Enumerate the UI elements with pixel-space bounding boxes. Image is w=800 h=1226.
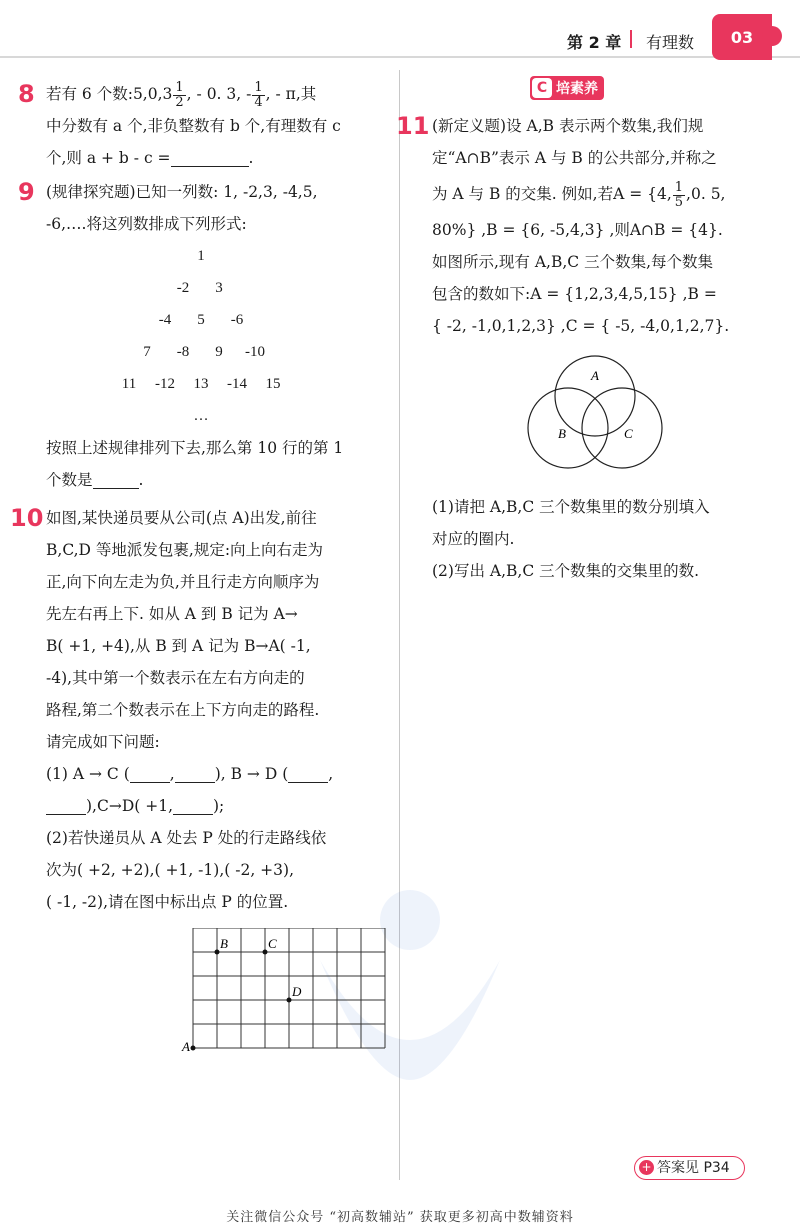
q11-part-1: 对应的圈内. [432, 530, 515, 548]
left-column [10, 78, 386, 1058]
answer-blank[interactable] [130, 764, 170, 783]
q11-line: 80%} ,B = {6, -5,4,3} ,则A∩B = {4}. [432, 221, 723, 239]
answer-reference[interactable] [634, 1156, 745, 1180]
q8-text: , - 0. 3, - [186, 85, 252, 103]
answer-blank[interactable] [175, 764, 215, 783]
q11-line: (新定义题)设 A,B 表示两个数集,我们规 [432, 117, 704, 135]
fraction-denominator: 2 [175, 94, 184, 110]
footer-note: 关注微信公众号 “初高数辅站” 获取更多初高中数辅资料 [226, 1210, 574, 1225]
q10-line: -4),其中第一个数表示在左右方向走的 [46, 669, 305, 687]
label-c: C [268, 936, 277, 951]
triangle-number: -6 [230, 312, 244, 328]
question-11 [396, 110, 764, 342]
q10-part-2: 次为( +2, +2),( +1, -1),( -2, +3), [46, 861, 295, 879]
q8-text: , - π,其 [265, 85, 317, 103]
triangle-number: -8 [176, 344, 190, 360]
answer-blank[interactable] [173, 796, 213, 815]
point-a [191, 1046, 196, 1051]
q10-text: ); [213, 797, 225, 815]
q10-line: 先左右再上下. 如从 A 到 B 记为 A→ [46, 605, 298, 623]
number-triangle [16, 240, 386, 432]
q8-text: 若有 6 个数:5,0,3 [46, 85, 173, 103]
triangle-number: -12 [155, 376, 175, 392]
page-number: 03 [712, 14, 772, 60]
question-8 [18, 78, 386, 174]
triangle-row [16, 368, 386, 400]
venn-svg [520, 350, 670, 474]
q11-line: 如图所示,现有 A,B,C 三个数集,每个数集 [432, 253, 714, 271]
q9-text: 个数是 [46, 471, 93, 489]
point-c [263, 950, 268, 955]
section-badge [530, 76, 604, 100]
q11-parts [396, 491, 764, 587]
triangle-row [16, 240, 386, 272]
triangle-number: 13 [193, 376, 209, 392]
topic-label: 有理数 [646, 33, 695, 52]
venn-label-c: C [624, 426, 633, 441]
q10-text: , [169, 765, 175, 783]
label-a: A [182, 1039, 190, 1054]
triangle-row [16, 336, 386, 368]
plus-icon: + [639, 1160, 654, 1175]
answer-blank[interactable] [171, 148, 249, 167]
page-header [0, 0, 800, 58]
q8-text: 个,则 a + b - c = [46, 149, 171, 167]
fraction-denominator: 5 [674, 194, 684, 210]
circle-b[interactable] [528, 388, 608, 468]
q9-line-1: (规律探究题)已知一列数: 1, -2,3, -4,5, [46, 183, 318, 201]
grid-diagram [171, 928, 411, 1058]
venn-diagram [520, 350, 764, 485]
q11-part-2: (2)写出 A,B,C 三个数集的交集里的数. [432, 562, 700, 580]
triangle-number: 15 [265, 376, 281, 392]
q10-part-2: ( -1, -2),请在图中标出点 P 的位置. [46, 893, 289, 911]
q11-line: 包含的数如下:A = {1,2,3,4,5,15} ,B = [432, 285, 717, 303]
triangle-row [16, 304, 386, 336]
triangle-row [16, 272, 386, 304]
triangle-number: 11 [121, 376, 137, 392]
q11-line: { -2, -1,0,1,2,3} ,C = { -5, -4,0,1,2,7}. [432, 317, 730, 335]
q10-text: ),C→D( +1, [86, 797, 173, 815]
question-number: 8 [18, 80, 35, 108]
fraction-denominator: 4 [254, 94, 263, 110]
fraction-numerator: 1 [175, 79, 184, 95]
q11-line [432, 174, 764, 214]
fraction [173, 81, 185, 110]
grid-svg [171, 928, 411, 1058]
circle-c[interactable] [582, 388, 662, 468]
q10-line: 请完成如下问题: [46, 733, 160, 751]
q11-text: 为 A 与 B 的交集. 例如,若A = {4, [432, 185, 672, 203]
q10-text: ), B → D ( [214, 765, 289, 783]
q9-line-2: -6,….将这列数排成下列形式: [46, 215, 247, 233]
triangle-number: -10 [245, 344, 265, 360]
answer-blank[interactable] [288, 764, 328, 783]
question-number: 10 [10, 504, 44, 532]
q8-line-3: 个,则 a + b - c = . [46, 149, 254, 167]
question-number: 9 [18, 178, 35, 206]
label-d: D [292, 984, 302, 999]
answer-blank[interactable] [93, 470, 139, 489]
point-b [215, 950, 220, 955]
triangle-number: 1 [197, 248, 205, 264]
header-separator [630, 30, 632, 48]
point-d [287, 998, 292, 1003]
venn-label-b: B [558, 426, 566, 441]
fraction-numerator: 1 [674, 179, 684, 195]
q10-line: B,C,D 等地派发包裹,规定:向上向右走为 [46, 541, 324, 559]
q11-part-1: (1)请把 A,B,C 三个数集里的数分别填入 [432, 498, 710, 516]
q8-line-1 [46, 78, 386, 110]
section-letter: C [532, 78, 552, 98]
q9-line-3: 按照上述规律排列下去,那么第 10 行的第 1 [46, 439, 344, 457]
triangle-number: 9 [215, 344, 223, 360]
question-9 [18, 176, 386, 496]
triangle-number: 7 [143, 344, 151, 360]
fraction [252, 81, 264, 110]
q10-part-2: (2)若快递员从 A 处去 P 处的行走路线依 [46, 829, 327, 847]
q11-text: ,0. 5, [686, 185, 726, 203]
triangle-number: … [193, 408, 209, 424]
triangle-number: 5 [197, 312, 205, 328]
venn-label-a: A [591, 368, 599, 383]
q10-line: B( +1, +4),从 B 到 A 记为 B→A( -1, [46, 637, 311, 655]
question-number: 11 [396, 112, 430, 140]
triangle-number: -4 [158, 312, 172, 328]
q10-line: 路程,第二个数表示在上下方向走的路程. [46, 701, 320, 719]
chapter-label: 第 2 章 [567, 33, 622, 52]
answer-blank[interactable] [46, 796, 86, 815]
question-10 [10, 502, 386, 1058]
answer-reference-text: 答案见 P34 [657, 1160, 730, 1176]
triangle-number: -14 [227, 376, 247, 392]
q10-part-1-line-1 [46, 758, 386, 790]
q9-line-4: 个数是 . [46, 471, 144, 489]
triangle-number: -2 [176, 280, 190, 296]
q10-line: 如图,某快递员要从公司(点 A)出发,前往 [46, 509, 317, 527]
fraction [673, 181, 685, 210]
triangle-row [16, 400, 386, 432]
q11-line: 定“A∩B”表示 A 与 B 的公共部分,并称之 [432, 149, 717, 167]
fraction-numerator: 1 [254, 79, 263, 95]
q10-text: , [328, 765, 334, 783]
triangle-number: 3 [215, 280, 223, 296]
q10-text: (1) A → C ( [46, 765, 130, 783]
q10-line: 正,向下向左走为负,并且行走方向顺序为 [46, 573, 320, 591]
q10-part-1-line-2 [46, 790, 386, 822]
section-label: 培素养 [556, 81, 598, 97]
label-b: B [220, 936, 228, 951]
right-column [396, 110, 764, 587]
q8-line-2: 中分数有 a 个,非负整数有 b 个,有理数有 c [46, 117, 341, 135]
